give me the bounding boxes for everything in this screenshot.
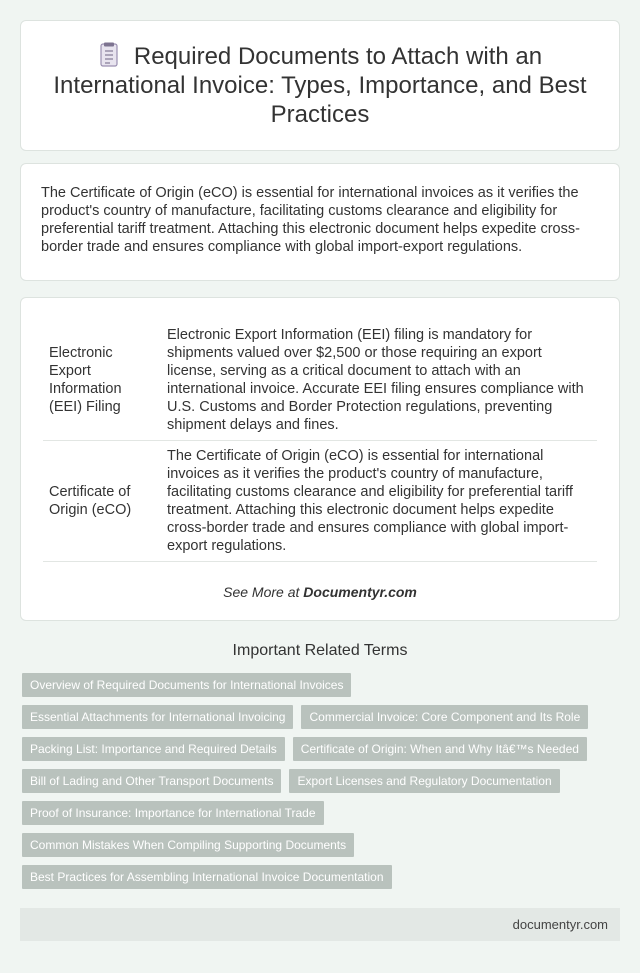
summary-text: The Certificate of Origin (eCO) is essential for international invoices as it verifies the product's country of manufacture, facilitating customs clearance and eligibility for preferential tariff treatment. Attaching this electronic document helps expedite cross-border trade and ensures compliance with global import-export regulations. — [41, 185, 580, 255]
related-term-tag[interactable]: Bill of Lading and Other Transport Documents — [22, 769, 281, 793]
see-more-link[interactable]: Documentyr.com — [303, 584, 417, 600]
related-term-tag[interactable]: Packing List: Importance and Required Details — [22, 737, 285, 761]
related-terms-title: Important Related Terms — [232, 642, 408, 659]
related-term-tag[interactable]: Proof of Insurance: Importance for International Trade — [22, 801, 324, 825]
definition-table — [43, 320, 597, 562]
related-term-tag[interactable]: Overview of Required Documents for International Invoices — [22, 673, 351, 697]
table-term: Certificate of Origin (eCO) — [49, 484, 132, 518]
table-row — [43, 441, 597, 562]
related-terms-list — [20, 673, 620, 897]
definition-table-card — [20, 297, 620, 621]
related-term-tag[interactable]: Best Practices for Assembling International Invoice Documentation — [22, 865, 392, 889]
see-more-line — [43, 584, 597, 600]
related-term-tag[interactable]: Common Mistakes When Compiling Supporting Documents — [22, 833, 354, 857]
table-row — [43, 320, 597, 441]
footer — [20, 908, 620, 941]
page-title — [51, 42, 589, 129]
related-term-tag[interactable]: Certificate of Origin: When and Why Itâ€™s Needed — [293, 737, 587, 761]
table-term: Electronic Export Information (EEI) Filing — [49, 345, 122, 415]
table-description: The Certificate of Origin (eCO) is essential for international invoices as it verifies the product's country of manufacture, facilitating customs clearance and eligibility for preferential tariff treatment. Attaching this electronic document helps expedite cross-border trade and ensures compliance with global import-export regulations. — [167, 448, 573, 554]
footer-site[interactable]: documentyr.com — [512, 917, 608, 932]
see-more-prefix: See More at — [223, 584, 304, 600]
title-card — [20, 20, 620, 151]
related-term-tag[interactable]: Export Licenses and Regulatory Documentation — [289, 769, 559, 793]
document-icon — [98, 42, 120, 68]
page-title-text: Required Documents to Attach with an International Invoice: Types, Importance, and Best Practices — [53, 43, 587, 128]
related-term-tag[interactable]: Commercial Invoice: Core Component and Its Role — [301, 705, 588, 729]
related-term-tag[interactable]: Essential Attachments for International Invoicing — [22, 705, 293, 729]
table-description: Electronic Export Information (EEI) filing is mandatory for shipments valued over $2,500 or those requiring an export license, serving as a critical document to attach with an international invoice. Accurate EEI filing ensures compliance with U.S. Customs and Border Protection regulations, preventing shipment delays and fines. — [167, 327, 584, 433]
summary-card — [20, 163, 620, 281]
